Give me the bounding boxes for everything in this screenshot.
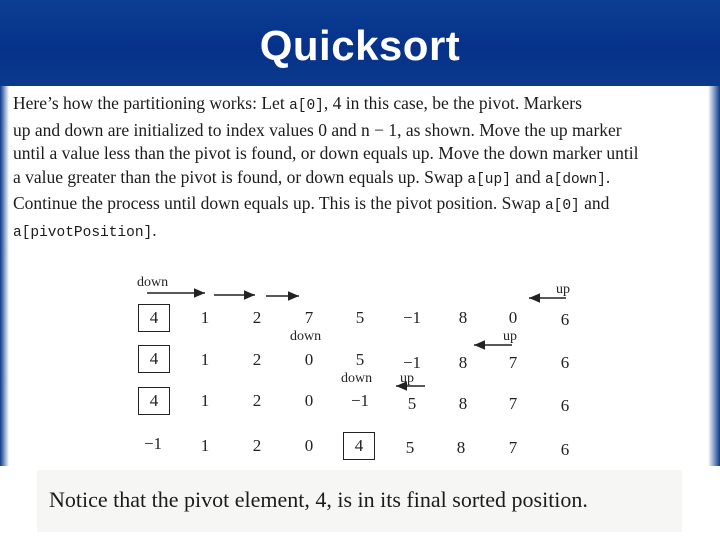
cell-r1-c3: 7 xyxy=(304,308,314,327)
cell-r2-c8: 6 xyxy=(560,353,570,372)
cell-r2-c7: 7 xyxy=(508,353,518,372)
cell-r3-c1: 1 xyxy=(200,391,210,410)
down-label-row1: down xyxy=(137,275,169,290)
cell-r3-c4: −1 xyxy=(350,391,370,410)
cell-r4-c6: 8 xyxy=(456,438,466,457)
notice-text: Notice that the pivot element, 4, is in its final sorted position. xyxy=(49,487,588,512)
para-line-5: Continue the process until down equals up. This is the pivot position. Swap a[0] and xyxy=(13,193,610,215)
cell-r3-c6: 8 xyxy=(458,394,468,413)
right-edge-gradient xyxy=(708,86,720,466)
para-line-6: a[pivotPosition]. xyxy=(13,219,157,241)
down-label-row2: down xyxy=(290,329,322,344)
para-line-1: Here’s how the partitioning works: Let a[0], 4 in this case, be the pivot. Markers xyxy=(13,93,582,114)
cell-r4-c8: 6 xyxy=(560,440,570,459)
cell-r1-c1: 1 xyxy=(200,308,210,327)
cell-r4-c7: 7 xyxy=(508,438,518,457)
down-label-row3: down xyxy=(341,371,373,386)
up-label-row3: up xyxy=(400,371,414,386)
cell-r2-c0: 4 xyxy=(138,345,170,373)
cell-r4-c3: 0 xyxy=(304,436,314,455)
cell-r1-c2: 2 xyxy=(252,308,262,327)
cell-r3-c5: 5 xyxy=(407,394,417,413)
slide-title: Quicksort xyxy=(259,22,461,69)
notice-box xyxy=(37,470,682,532)
cell-r2-c5: −1 xyxy=(402,353,422,372)
para-line-2: up and down are initialized to index values 0 and n − 1, as shown. Move the up marker xyxy=(13,119,622,140)
cell-r1-c7: 0 xyxy=(508,308,518,327)
marker-arrows xyxy=(9,86,708,470)
cell-r4-c5: 5 xyxy=(405,438,415,457)
cell-r3-c8: 6 xyxy=(560,396,570,415)
cell-r4-c2: 2 xyxy=(252,436,262,455)
cell-r3-c7: 7 xyxy=(508,394,518,413)
title-banner xyxy=(0,0,720,86)
cell-r4-c4-pivot: 4 xyxy=(343,432,375,460)
cell-r1-c5: −1 xyxy=(402,308,422,327)
cell-r4-c0: −1 xyxy=(143,434,163,453)
cell-r2-c4: 5 xyxy=(355,350,365,369)
cell-r1-c0: 4 xyxy=(138,304,170,332)
up-label-row2: up xyxy=(503,329,517,344)
cell-r3-c2: 2 xyxy=(252,391,262,410)
cell-r1-c6: 8 xyxy=(458,308,468,327)
cell-r2-c1: 1 xyxy=(200,350,210,369)
cell-r1-c4: 5 xyxy=(355,308,365,327)
up-label-row1: up xyxy=(556,282,570,297)
partition-diagram xyxy=(9,86,708,470)
cell-r3-c3: 0 xyxy=(304,391,314,410)
cell-r2-c3: 0 xyxy=(304,350,314,369)
para-line-4: a value greater than the pivot is found, or down equals up. Swap a[up] and a[down]. xyxy=(13,166,611,188)
cell-r3-c0: 4 xyxy=(138,387,170,415)
cell-r4-c1: 1 xyxy=(200,436,210,455)
cell-r1-c8: 6 xyxy=(560,310,570,329)
cell-r2-c2: 2 xyxy=(252,350,262,369)
left-edge-gradient xyxy=(0,86,9,466)
cell-r2-c6: 8 xyxy=(458,353,468,372)
scanned-textbook-excerpt xyxy=(9,86,708,470)
para-line-3: until a value less than the pivot is found, or down equals up. Move the down marker until xyxy=(13,143,639,164)
